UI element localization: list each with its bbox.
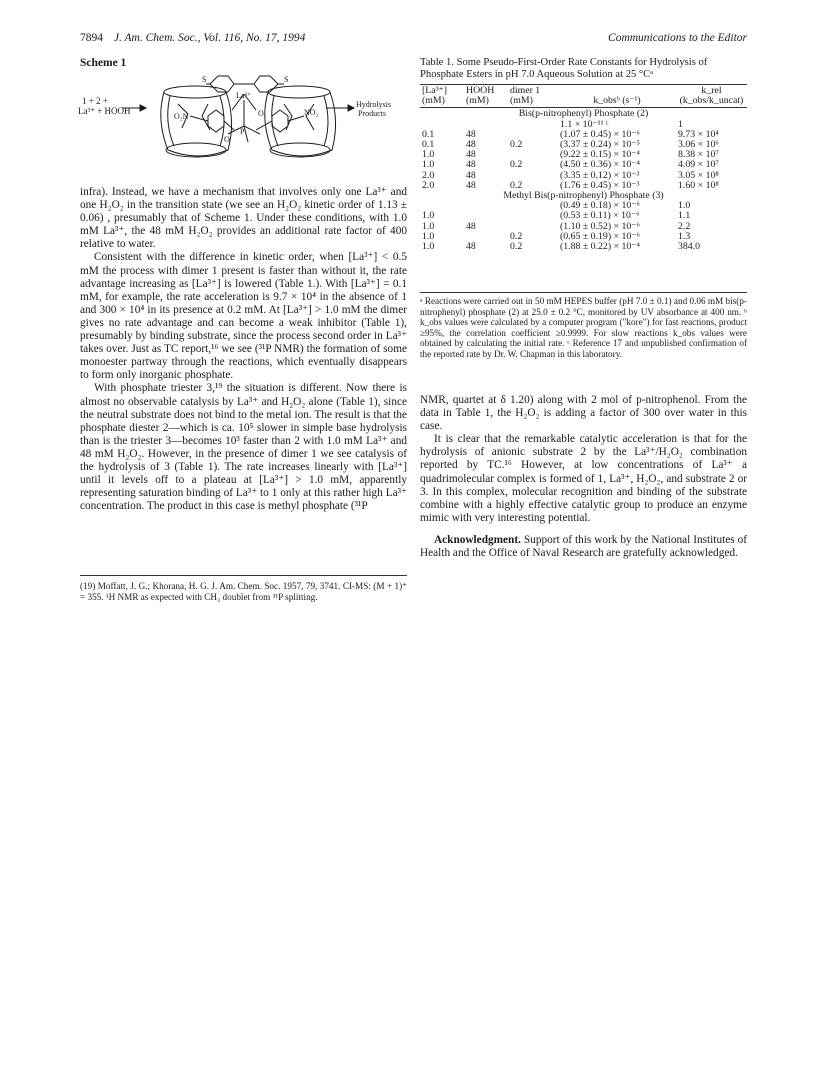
table-cell: 2.0 [422,179,435,191]
table-1-grid [420,86,747,252]
right-column [420,394,747,560]
table-cell: 0.2 [510,241,523,253]
left-column [80,186,407,513]
scheme-o-label-2: O [224,135,230,144]
table-cell: 0.1 [422,128,435,140]
scheme-title: Scheme 1 [80,57,127,69]
table-cell: 1.1 [678,210,691,222]
scheme-reactants-1: 1 + 2 + [82,96,108,106]
header-krel: k_rel [701,85,722,96]
header-hooh-unit: (mM) [466,95,489,107]
table-cell: (3.37 ± 0.24) × 10⁻⁵ [560,139,640,151]
header-kobs: k_obsᵇ (s⁻¹) [593,95,641,107]
table-cell: 8.38 × 10⁷ [678,149,719,161]
table-cell: 48 [466,220,476,232]
table-cell: 0.2 [510,230,523,242]
table-cell: (3.35 ± 0.12) × 10⁻³ [560,169,640,181]
table-cell: 1 [678,118,683,130]
table-cell: 0.2 [510,139,523,151]
table-cell: 48 [466,139,476,151]
table-cell: (9.22 ± 0.15) × 10⁻⁴ [560,149,640,161]
table-cell: 1.0 [678,200,691,212]
table-cell: 1.0 [422,220,435,232]
table-cell: (0.53 ± 0.11) × 10⁻⁶ [560,210,640,222]
page-number: 7894 [80,32,103,44]
table-bottom-rule [420,292,747,293]
header-krel-unit: (k_obs/k_uncat) [679,95,744,107]
paragraph-3: With phosphate triester 3,¹⁹ the situation is different. Now there is almost no observable catalysis by La³⁺ and H₂O₂ alone (Table 1), since the neutral substrate does not bind to the metal ion. The result is that the phosphate diester 2—which is ca. 10⁵ slower in simple base hydrolysis than is the triester 3—becomes 10³ faster than 2 with 1.0 mM La³⁺ and 48 mM H₂O₂. However, in the presence of dimer 1 we see catalysis of the hydrolysis of 3 (Table 1). The rate increases linearly with [La³⁺] until it levels off to a plateau at [La³⁺] > 1.0 mM, apparently representing saturation binding of La³⁺ to 1 only at this rather high La³⁺ concentration. The product in this case is methyl phosphate (³¹P [80,382,407,513]
paragraph-5: It is clear that the remarkable catalytic acceleration is that for the hydrolysis of anionic substrate 2 by the La³⁺/H₂O₂ combination reported by TC.¹⁶ However, at low concentrations of La³⁺ a quadrimolecular complex is formed of 1, La³⁺, H₂O₂, and substrate 2 or 3. In this complex, molecular recognition and binding of the substrate combine with a highly effective catalytic group to produce an enzyme mimic with very interesting potential. [420,433,747,524]
table-cell: 0.2 [510,159,523,171]
table-cell [508,120,558,130]
paragraph-4: NMR, quartet at δ 1.20) along with 2 mol of p-nitrophenol. From the data in Table 1, the H₂O₂ is adding a factor of 300 over water in this case. [420,394,747,433]
table-cell: 48 [466,179,476,191]
header-dimer-unit: (mM) [510,95,533,107]
table-cell: 1.3 [678,230,691,242]
running-header [80,32,747,48]
table-cell [508,201,558,211]
table-cell: (1.88 ± 0.22) × 10⁻⁴ [560,241,640,253]
table-cell: (0.65 ± 0.19) × 10⁻⁶ [560,230,640,242]
table-section-2-title: Bis(p-nitrophenyl) Phosphate (2) [518,108,649,120]
table-cell: 1.60 × 10⁸ [678,179,719,191]
table-cell: (1.07 ± 0.45) × 10⁻⁶ [560,128,640,140]
header-la-unit: (mM) [422,95,445,107]
table-cell: 1.0 [422,241,435,253]
footnote-19: (19) Moffatt, J. G.; Khorana, H. G. J. Am. Chem. Soc. 1957, 79, 3741. CI-MS: (M + 1)⁺ = 355. ¹H NMR as expected with CH₃ doublet from ³¹P splitting. [80,581,407,602]
table-cell: 0.1 [422,139,435,151]
table-section-3-title: Methyl Bis(p-nitrophenyl) Phosphate (3) [503,190,664,202]
scheme-o2n-label: O₂N [174,112,189,121]
table-cell: 2.2 [678,220,691,232]
paragraph-2: Consistent with the difference in kinetic order, when [La³⁺] < 0.5 mM the process with dimer 1 present is faster than without it, the rate advantage increasing as [La³⁺] is lowered (Table 1.). With [La³⁺] = 0.1 mM, for example, the rate acceleration is 9.7 × 10⁴ in the absence of 1 and 300 × 10⁴ in its presence at 0.2 mM. At [La³⁺] > 1.0 mM the dimer gives no rate advantage and can become a weak inhibitor (Table 1), presumably by binding substrate, since the process second order in La³⁺ takes over. Just as TC report,¹⁶ we see (³¹P NMR) the formation of some monoester partway through the reactions, which eventually disappears to form only inorganic phosphate. [80,251,407,382]
table-row [420,242,747,252]
section-title: Communications to the Editor [608,32,747,44]
table-cell: 48 [466,128,476,140]
table-cell: (4.50 ± 0.36) × 10⁻⁴ [560,159,640,171]
scheme-p-label: P [240,127,245,136]
table-1-notes: ᵃ Reactions were carried out in 50 mM HEPES buffer (pH 7.0 ± 0.1) and 0.06 mM bis(p-nitrophenyl) phosphate (2) at 25.0 ± 0.2 °C, monitored by UV absorbance at 400 nm. ᵇ k_obs values were calculated by a computer program ("kore") for fast reactions, product ≥95%, the correlation coefficient ≥0.9999. For slow reactions k_obs values were obtained by calculating the initial rate. ᶜ Reference 17 and unpublished confirmation of the reported rate by Dr. W. Chapman in this laboratory. [420,296,747,359]
table-cell: 9.73 × 10⁴ [678,128,719,140]
scheme-o-label: O [258,109,264,118]
scheme-products-1: Hydrolysis [356,100,392,109]
table-1-caption: Table 1. Some Pseudo-First-Order Rate Constants for Hydrolysis of Phosphate Esters in pH 7.0 Aqueous Solution at 25 °Cᵃ [420,57,708,80]
scheme-products-2: Products [358,109,386,118]
table-cell: 48 [466,169,476,181]
header-dimer: dimer 1 [510,85,541,96]
footnote-rule [80,575,407,576]
scheme-reactants-2: La³⁺ + HOOH [78,106,131,116]
table-cell: 3.06 × 10⁶ [678,139,719,151]
table-cell: 0.2 [510,179,523,191]
acknowledgment [420,534,747,560]
table-cell: 384.0 [678,241,701,253]
table-cell: 1.0 [422,210,435,222]
table-cell: 4.09 × 10⁷ [678,159,719,171]
acknowledgment-body: Support of this work by the National Institutes of Health and the Office of Naval Research are gratefully acknowledged. [420,533,747,560]
table-cell: 1.0 [422,149,435,161]
table-cell: 1.0 [422,230,435,242]
table-cell [464,201,508,211]
table-cell: 48 [466,159,476,171]
scheme-la-label: La³⁺ [236,91,252,100]
table-cell: (1.76 ± 0.45) × 10⁻³ [560,179,640,191]
header-la: [La³⁺] [422,85,447,96]
scheme-s-left: S [202,75,207,84]
scheme-s-right: S [284,75,289,84]
table-cell [508,211,558,221]
table-cell: 48 [466,149,476,161]
paragraph-1: infra). Instead, we have a mechanism that involves only one La³⁺ and one H₂O₂ in the transition state (we see an H₂O₂ kinetic order of 1.13 ± 0.06) , presumably that of Scheme 1. Under these conditions, with 1.0 mM La³⁺, the 48 mM H₂O₂ provides an additional rate factor of 400 relative to water. [80,186,407,251]
scheme-no2-label: NO₂ [304,108,319,117]
table-cell: 2.0 [422,169,435,181]
scheme-1-diagram [78,70,410,182]
acknowledgment-title: Acknowledgment. [434,533,521,546]
table-cell: 48 [466,241,476,253]
header-hooh: HOOH [466,85,495,96]
table-cell: 1.1 × 10⁻¹¹ ᶜ [560,118,609,130]
table-header-row-bottom [420,96,747,106]
table-cell: (0.49 ± 0.18) × 10⁻⁶ [560,200,640,212]
table-cell: (1.10 ± 0.52) × 10⁻⁶ [560,220,640,232]
table-1 [420,86,747,252]
journal-citation: J. Am. Chem. Soc., Vol. 116, No. 17, 1994 [113,32,306,44]
table-cell: 3.05 × 10⁸ [678,169,719,181]
table-cell: 1.0 [422,159,435,171]
